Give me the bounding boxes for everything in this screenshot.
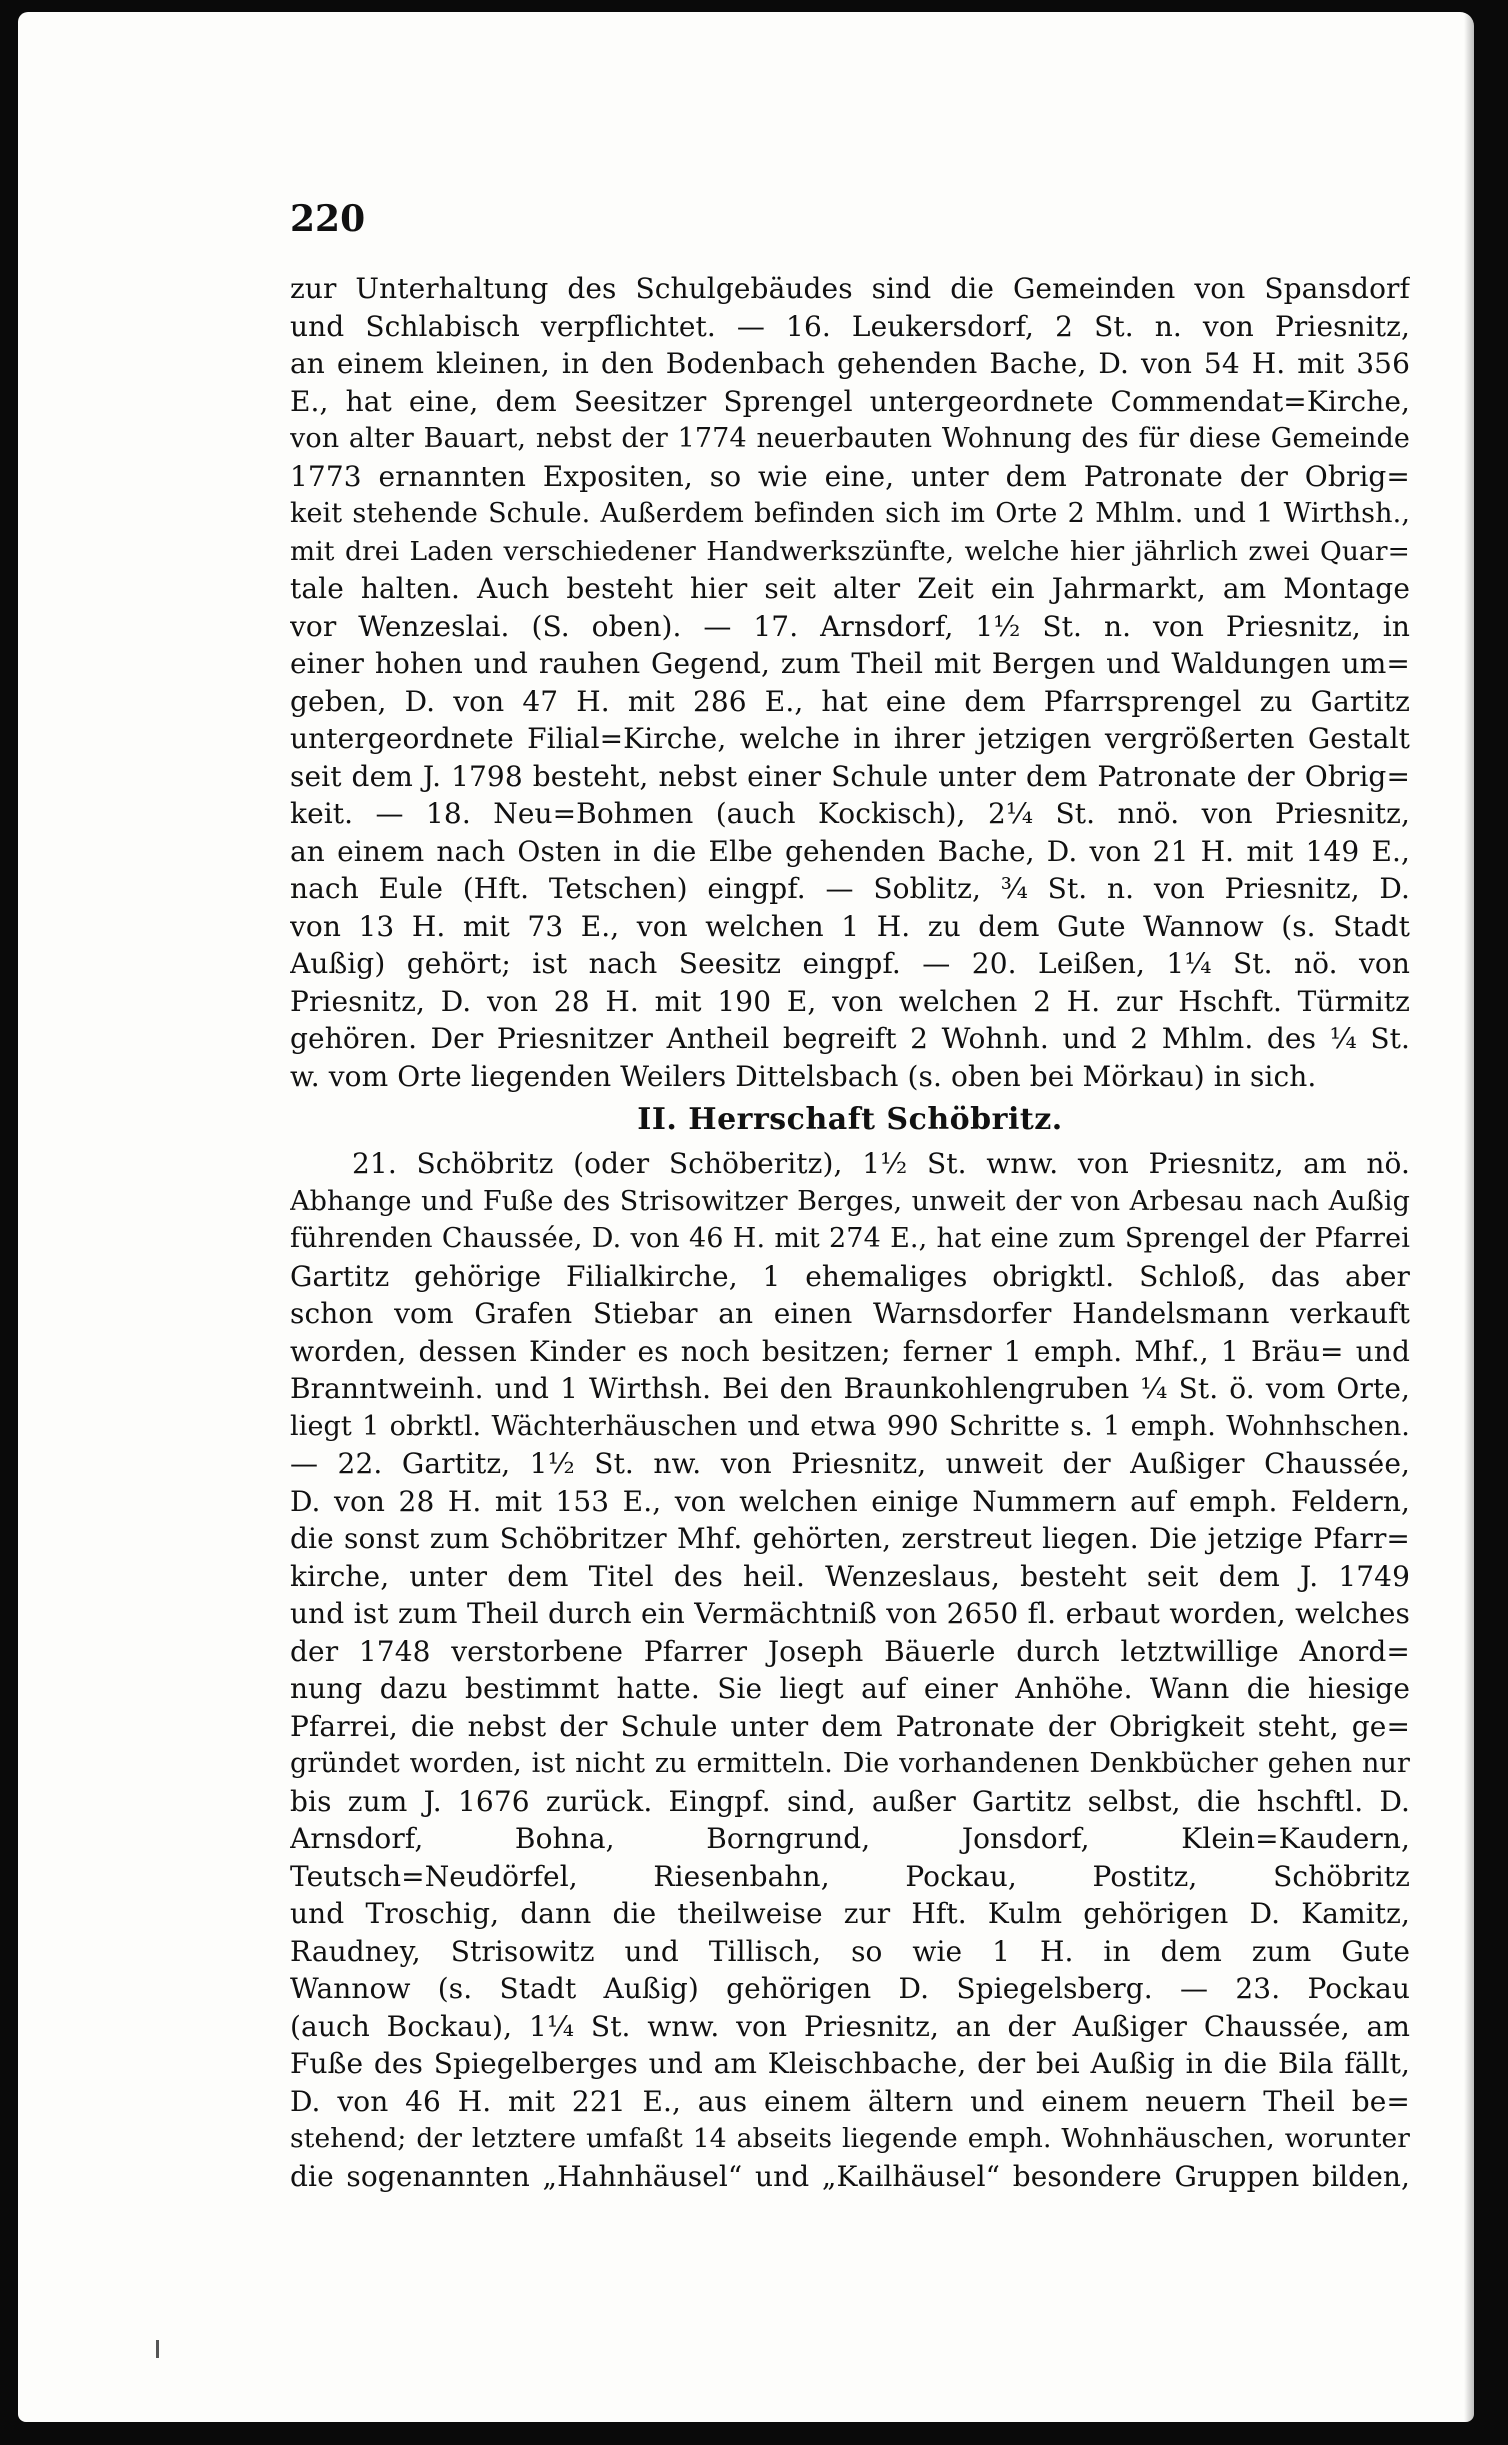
text-line: — 22. Gartitz, 1½ St. nw. von Priesnitz, unweit der Außiger Chaussée,: [290, 1447, 1410, 1480]
text-line: Raudney, Strisowitz und Tillisch, so wie 1 H. in dem zum Gute: [290, 1934, 1410, 1968]
text-line: Wannow (s. Stadt Außig) gehörigen D. Spiegelsberg. — 23. Pockau: [290, 1972, 1410, 2005]
text-line: Priesnitz, D. von 28 H. mit 190 E, von welchen 2 H. zur Hschft. Türmitz: [290, 984, 1410, 1018]
text-line: gründet worden, ist nicht zu ermitteln. Die vorhandenen Denkbücher gehen nur: [290, 1748, 1410, 1779]
text-line: worden, dessen Kinder es noch besitzen; ferner 1 emph. Mhf., 1 Bräu= und: [290, 1334, 1410, 1368]
text-line: schon vom Grafen Stiebar an einen Warnsdorfer Handelsmann verkauft: [290, 1297, 1410, 1330]
text-line: von alter Bauart, nebst der 1774 neuerbauten Wohnung des für diese Gemeinde: [290, 423, 1410, 454]
text-line: keit stehende Schule. Außerdem befinden sich im Orte 2 Mhlm. und 1 Wirthsh.,: [290, 498, 1410, 529]
text-line: 1773 ernannten Expositen, so wie eine, unter dem Patronate der Obrig=: [290, 459, 1410, 493]
text-line: Branntweinh. und 1 Wirthsh. Bei den Braunkohlengruben ¼ St. ö. vom Orte,: [290, 1372, 1410, 1405]
section-heading: II. Herrschaft Schöbritz.: [637, 1102, 1063, 1137]
text-line: gehören. Der Priesnitzer Antheil begreift 2 Wohnh. und 2 Mhlm. des ¼ St.: [290, 1022, 1410, 1055]
text-line: zur Unterhaltung des Schulgebäudes sind die Gemeinden von Spansdorf: [290, 272, 1410, 305]
text-line: Abhange und Fuße des Strisowitzer Berges, unweit der von Arbesau nach Außig: [290, 1185, 1410, 1217]
text-line: an einem kleinen, in den Bodenbach gehenden Bache, D. von 54 H. mit 356: [290, 347, 1410, 380]
text-line: mit drei Laden verschiedener Handwerkszünfte, welche hier jährlich zwei Quar=: [290, 535, 1410, 567]
text-line: D. von 28 H. mit 153 E., von welchen einige Nummern auf emph. Feldern,: [290, 1484, 1410, 1518]
text-line: stehend; der letztere umfaßt 14 abseits liegende emph. Wohnhäuschen, worunter: [290, 2123, 1410, 2154]
text-line: und Schlabisch verpflichtet. — 16. Leukersdorf, 2 St. n. von Priesnitz,: [290, 309, 1410, 343]
text-line: geben, D. von 47 H. mit 286 E., hat eine dem Pfarrsprengel zu Gartitz: [290, 684, 1410, 718]
text-line: liegt 1 obrktl. Wächterhäuschen und etwa 990 Schritte s. 1 emph. Wohnhschen.: [290, 1410, 1410, 1442]
text-line: Außig) gehört; ist nach Seesitz eingpf. — 20. Leißen, 1¼ St. nö. von: [290, 947, 1410, 980]
text-line: und ist zum Theil durch ein Vermächtniß von 2650 fl. erbaut worden, welches: [290, 1597, 1410, 1630]
text-line: tale halten. Auch besteht hier seit alter Zeit ein Jahrmarkt, am Montage: [290, 572, 1410, 605]
text-line: die sonst zum Schöbritzer Mhf. gehörten, zerstreut liegen. Die jetzige Pfarr=: [290, 1522, 1410, 1555]
text-line: seit dem J. 1798 besteht, nebst einer Schule unter dem Patronate der Obrig=: [290, 759, 1410, 793]
text-line: D. von 46 H. mit 221 E., aus einem ältern und einem neuern Theil be=: [290, 2084, 1410, 2118]
text-line: E., hat eine, dem Seesitzer Sprengel untergeordnete Commendat=Kirche,: [290, 384, 1410, 418]
text-line: Fuße des Spiegelberges und am Kleischbache, der bei Außig in die Bila fällt,: [290, 2047, 1410, 2080]
text-line: bis zum J. 1676 zurück. Eingpf. sind, außer Gartitz selbst, die hschftl. D.: [290, 1784, 1410, 1818]
text-line: (auch Bockau), 1¼ St. wnw. von Priesnitz, an der Außiger Chaussée, am: [290, 2009, 1410, 2043]
text-line: die sogenannten „Hahnhäusel“ und „Kailhäusel“ besondere Gruppen bilden,: [290, 2159, 1410, 2193]
body-text: [290, 270, 1410, 2195]
book-page: [18, 12, 1474, 2422]
text-line: 21. Schöbritz (oder Schöberitz), 1½ St. wnw. von Priesnitz, am nö.: [352, 1147, 1410, 1180]
text-line: Gartitz gehörige Filialkirche, 1 ehemaliges obrigktl. Schloß, das aber: [290, 1259, 1410, 1293]
margin-mark: [156, 2340, 159, 2358]
text-line: an einem nach Osten in die Elbe gehenden Bache, D. von 21 H. mit 149 E.,: [290, 834, 1410, 868]
text-line: nach Eule (Hft. Tetschen) eingpf. — Soblitz, ¾ St. n. von Priesnitz, D.: [290, 872, 1410, 905]
text-line: der 1748 verstorbene Pfarrer Joseph Bäuerle durch letztwillige Anord=: [290, 1634, 1410, 1668]
text-line: untergeordnete Filial=Kirche, welche in ihrer jetzigen vergrößerten Gestalt: [290, 722, 1410, 755]
text-line: führenden Chaussée, D. von 46 H. mit 274 E., hat eine zum Sprengel der Pfarrei: [290, 1223, 1410, 1254]
text-line: vor Wenzeslai. (S. oben). — 17. Arnsdorf, 1½ St. n. von Priesnitz, in: [290, 609, 1410, 643]
text-line: kirche, unter dem Titel des heil. Wenzeslaus, besteht seit dem J. 1749: [290, 1559, 1410, 1593]
text-line: Teutsch=Neudörfel, Riesenbahn, Pockau, Postitz, Schöbritz: [290, 1859, 1410, 1893]
text-line: von 13 H. mit 73 E., von welchen 1 H. zu dem Gute Wannow (s. Stadt: [290, 909, 1410, 943]
page-number: 220: [290, 198, 366, 240]
text-line: Arnsdorf, Bohna, Borngrund, Jonsdorf, Klein=Kaudern,: [290, 1822, 1410, 1855]
text-line: w. vom Orte liegenden Weilers Dittelsbach (s. oben bei Mörkau) in sich.: [290, 1059, 1317, 1093]
text-line: Pfarrei, die nebst der Schule unter dem Patronate der Obrigkeit steht, ge=: [290, 1709, 1410, 1743]
text-line: keit. — 18. Neu=Bohmen (auch Kockisch), 2¼ St. nnö. von Priesnitz,: [290, 797, 1410, 830]
text-line: nung dazu bestimmt hatte. Sie liegt auf einer Anhöhe. Wann die hiesige: [290, 1672, 1410, 1705]
text-line: einer hohen und rauhen Gegend, zum Theil mit Bergen und Waldungen um=: [290, 647, 1410, 680]
page-edge-shadow: [1464, 12, 1474, 2422]
text-line: und Troschig, dann die theilweise zur Hft. Kulm gehörigen D. Kamitz,: [290, 1897, 1410, 1930]
